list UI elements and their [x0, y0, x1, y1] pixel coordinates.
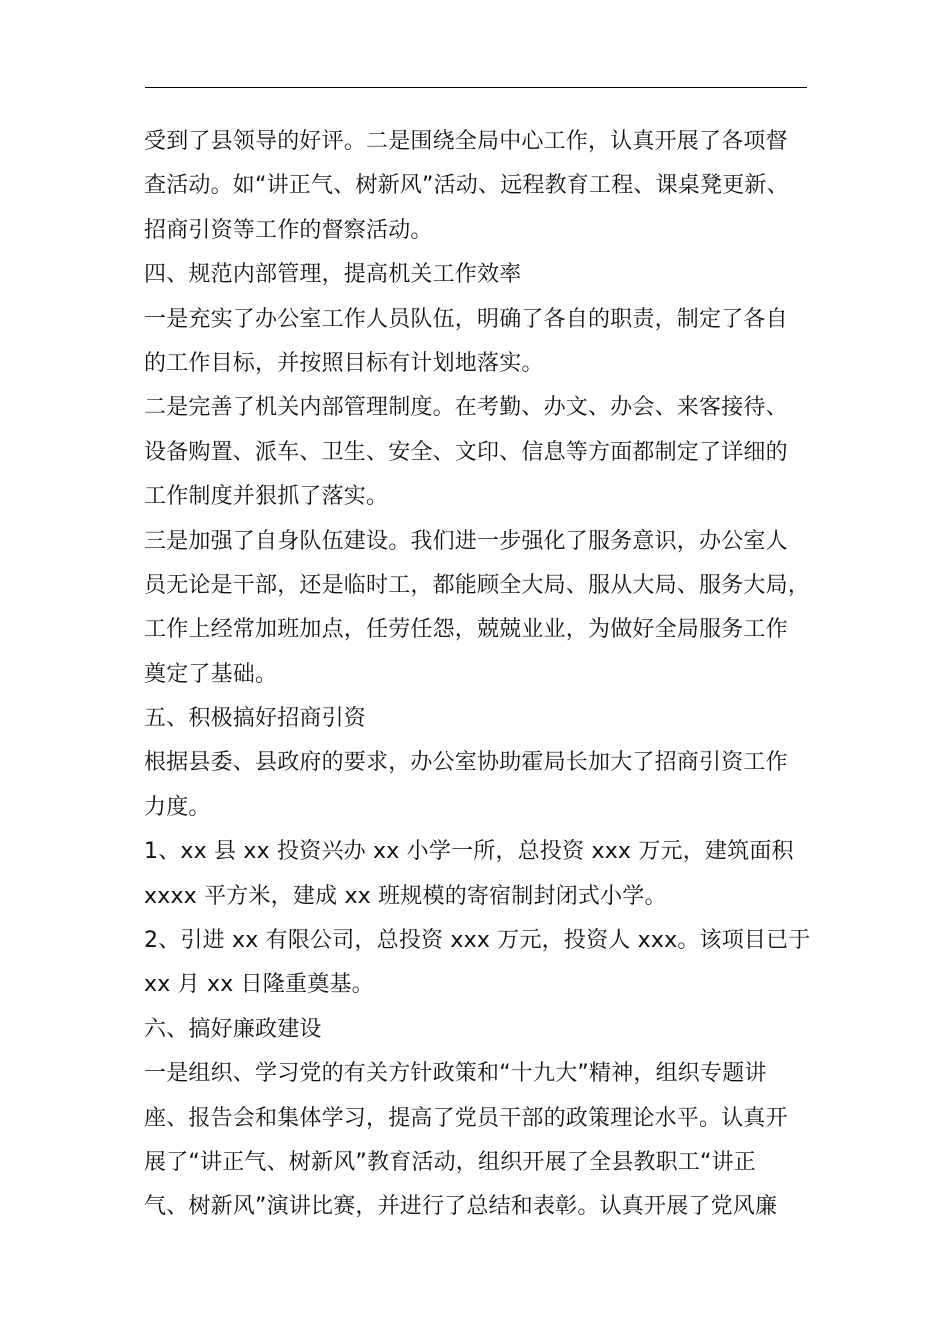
section-heading: 四、规范内部管理，提高机关工作效率 — [144, 262, 522, 288]
section-heading: 六、搞好廉政建设 — [144, 1016, 322, 1042]
header-rule — [145, 87, 807, 88]
text-line: 气、树新风”演讲比赛，并进行了总结和表彰。认真开展了党风廉 — [144, 1194, 778, 1220]
text-line: xx 月 xx 日隆重奠基。 — [144, 972, 374, 998]
text-line: 工作制度并狠抓了落实。 — [144, 484, 389, 510]
text-line: xxxx 平方米，建成 xx 班规模的寄宿制封闭式小学。 — [144, 883, 667, 909]
text-line: 查活动。如“讲正气、树新风”活动、远程教育工程、课桌凳更新、 — [144, 173, 789, 199]
text-line: 座、报告会和集体学习，提高了党员干部的政策理论水平。认真开 — [144, 1105, 788, 1131]
text-line: 员无论是干部，还是临时工，都能顾全大局、服从大局、服务大局， — [144, 572, 811, 598]
text-line: 一是组织、学习党的有关方针政策和“十九大”精神，组织专题讲 — [144, 1061, 767, 1087]
text-line: 力度。 — [144, 794, 211, 820]
document-body — [144, 120, 834, 1230]
text-line: 一是充实了办公室工作人员队伍，明确了各自的职责，制定了各自 — [144, 306, 788, 332]
text-line: 奠定了基础。 — [144, 661, 278, 687]
text-line: 三是加强了自身队伍建设。我们进一步强化了服务意识，办公室人 — [144, 528, 788, 554]
text-line: 工作上经常加班加点，任劳任怨，兢兢业业，为做好全局服务工作 — [144, 617, 788, 643]
text-line: 的工作目标，并按照目标有计划地落实。 — [144, 350, 544, 376]
text-line: 根据县委、县政府的要求，办公室协助霍局长加大了招商引资工作 — [144, 750, 788, 776]
text-line: 二是完善了机关内部管理制度。在考勤、办文、办会、来客接待、 — [144, 395, 788, 421]
text-line: 设备购置、派车、卫生、安全、文印、信息等方面都制定了详细的 — [144, 439, 788, 465]
text-line: 招商引资等工作的督察活动。 — [144, 217, 433, 243]
text-line: 2、引进 xx 有限公司，总投资 xxx 万元，投资人 xxx。该项目已于 — [144, 928, 811, 954]
text-line: 1、xx 县 xx 投资兴办 xx 小学一所，总投资 xxx 万元，建筑面积 — [144, 839, 794, 865]
text-line: 展了“讲正气、树新风”教育活动，组织开展了全县教职工“讲正 — [144, 1149, 756, 1175]
text-line: 受到了县领导的好评。二是围绕全局中心工作，认真开展了各项督 — [144, 129, 788, 154]
section-heading: 五、积极搞好招商引资 — [144, 706, 367, 732]
